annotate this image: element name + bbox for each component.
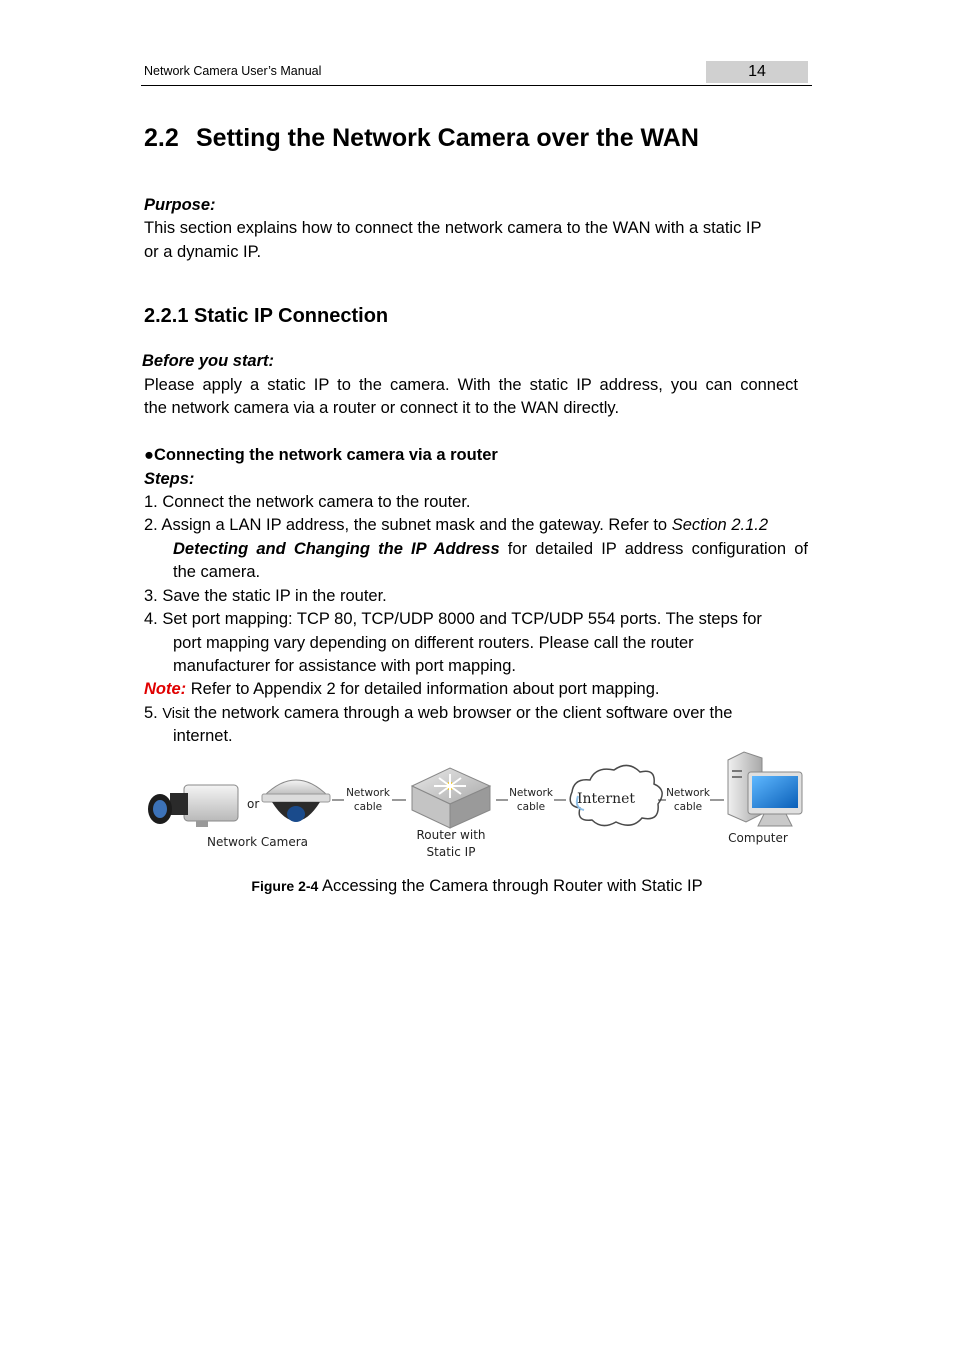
- note-label: Note:: [144, 680, 187, 698]
- step-2-line2: [173, 538, 808, 562]
- step-2-ref-title: Detecting and Changing the IP Address: [173, 540, 500, 558]
- step-2-ref-section: Section 2.1.2: [671, 516, 769, 534]
- step-5-line1: [144, 702, 732, 727]
- section-title: Setting the Network Camera over the WAN: [196, 124, 699, 152]
- section-heading: [144, 124, 699, 153]
- note-text: Refer to Appendix 2 for detailed information about port mapping.: [186, 680, 660, 698]
- step-3: 3. Save the static IP in the router.: [144, 587, 387, 605]
- page-number: 14: [706, 61, 808, 83]
- note: [144, 678, 659, 702]
- bullet-heading: ●Connecting the network camera via a router: [144, 446, 498, 464]
- step-4-line2: port mapping vary depending on different routers. Please call the router: [173, 634, 694, 652]
- figure-caption-text: Accessing the Camera through Router with Static IP: [318, 877, 703, 895]
- section-number: 2.2: [144, 124, 179, 152]
- step-5-visit: Visit: [162, 706, 190, 722]
- router-icon: [412, 768, 490, 828]
- cable2-label-bottom: cable: [516, 801, 546, 813]
- router-label-top: Router with: [416, 828, 486, 842]
- subsection-heading: 2.2.1 Static IP Connection: [144, 305, 389, 327]
- purpose-text-line1: This section explains how to connect the network camera to the WAN with a static IP: [144, 219, 762, 237]
- step-5-line2: internet.: [173, 727, 233, 745]
- cable2-label-top: Network: [509, 787, 553, 799]
- cable3-label-bottom: cable: [673, 801, 703, 813]
- box-camera-icon: [148, 785, 238, 827]
- router-label-bottom: Static IP: [426, 845, 476, 859]
- computer-label: Computer: [728, 831, 788, 845]
- purpose-text-line2: or a dynamic IP.: [144, 243, 262, 261]
- step-1: 1. Connect the network camera to the router.: [144, 493, 471, 511]
- header-rule: [141, 85, 812, 86]
- network-diagram: [144, 748, 810, 866]
- step-5-text: the network camera through a web browser or the client software over the: [189, 704, 733, 722]
- internet-label: Internet: [576, 791, 636, 807]
- dome-camera-icon: [262, 780, 330, 822]
- camera-label: Network Camera: [207, 835, 309, 849]
- cable1-label-top: Network: [346, 787, 390, 799]
- before-start-label: Before you start:: [142, 352, 275, 370]
- step-2-line3: the camera.: [173, 563, 261, 581]
- step-4-line1: 4. Set port mapping: TCP 80, TCP/UDP 8000 and TCP/UDP 554 ports. The steps for: [144, 610, 762, 628]
- before-start-line2: the network camera via a router or connect it to the WAN directly.: [144, 399, 620, 417]
- step-4-line3: manufacturer for assistance with port mapping.: [173, 657, 516, 675]
- or-label: or: [247, 797, 260, 811]
- figure-caption: [0, 877, 954, 896]
- figure-number: Figure 2-4: [251, 878, 319, 894]
- before-start-line1: Please apply a static IP to the camera. With the static IP address, you can connect: [144, 376, 798, 394]
- cable3-label-top: Network: [666, 787, 710, 799]
- steps-label: Steps:: [144, 470, 195, 488]
- header-title: Network Camera User’s Manual: [144, 64, 322, 78]
- step-2-text: 2. Assign a LAN IP address, the subnet mask and the gateway. Refer to: [144, 516, 672, 534]
- cable1-label-bottom: cable: [353, 801, 383, 813]
- step-2-line1: [144, 514, 768, 538]
- step-2-text-cont: for detailed IP address configuration of: [499, 540, 808, 558]
- purpose-label: Purpose:: [144, 196, 216, 214]
- step-5-number: 5.: [144, 704, 163, 722]
- computer-icon: [728, 752, 802, 826]
